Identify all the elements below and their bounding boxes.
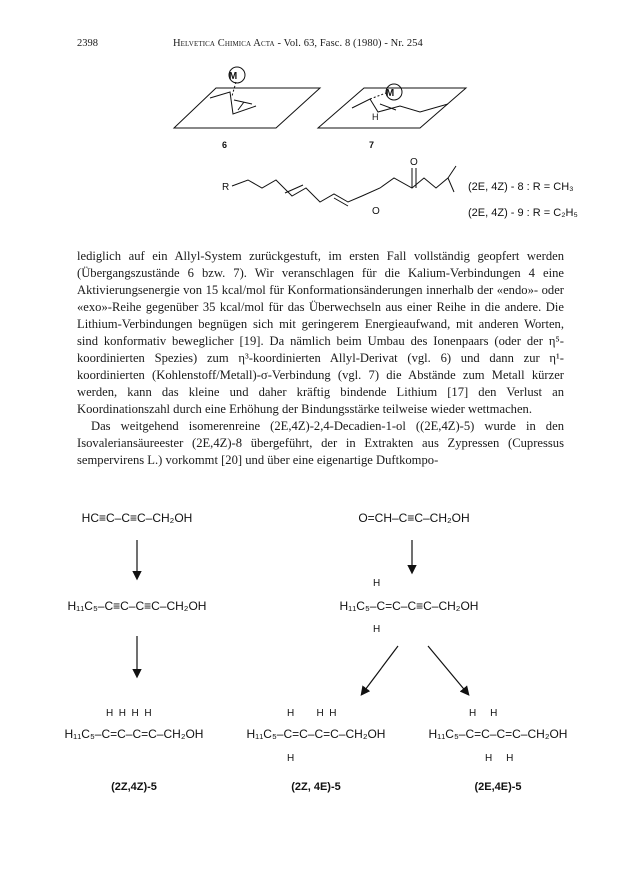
product-1-formula: H₁₁C₅–C=C–C=C–CH₂OH — [64, 727, 204, 741]
mid-left-formula: H₁₁C₅–C≡C–C≡C–CH₂OH — [67, 599, 207, 613]
o-ester-label: O — [372, 206, 380, 217]
compound-7-label: 7 — [369, 140, 375, 150]
product-2-label: (2Z, 4E)-5 — [291, 781, 341, 793]
mid-right-top-h: H — [373, 578, 381, 589]
product-3-formula: H₁₁C₅–C=C–C=C–CH₂OH — [428, 727, 568, 741]
product-2-bottom-h: H — [287, 753, 295, 764]
start-right-formula: O=CH–C≡C–CH₂OH — [358, 511, 470, 525]
arrow-right-down-right — [428, 646, 468, 694]
product-3-label: (2E,4E)-5 — [474, 781, 522, 793]
metal-label-6: M — [228, 71, 238, 82]
page-number: 2398 — [77, 38, 98, 49]
ester-8-label: (2E, 4Z) - 8 : R = CH₃ — [468, 181, 574, 193]
product-3-bottom-h: H H — [485, 753, 514, 764]
paragraph-2: Das weitgehend isomerenreine (2E,4Z)-2,4-Decadien-1-ol ((2E,4Z)-5) wurde in den Isovaleriansäureester (2E,4Z)-8 übergeführt, der in Extrakten aus Zypressen (Cupressus sempervirens L.) vorkommt [20] und über eine eigenartige Duftkompo- — [77, 419, 564, 467]
product-2-formula: H₁₁C₅–C=C–C=C–CH₂OH — [246, 727, 386, 741]
paragraph-1: lediglich auf ein Allyl-System zurückgestuft, im ersten Fall vollständig geopfert werden (Übergangszustände 6 bzw. 7). Wir veranschlagen für die Kalium-Verbindungen 4 eine Aktivierungsenergie von 15 kcal/mol für Konformationsänderungen innerhalb der «endo»- oder «exo»-Reihe gegenüber 35 kcal/mol für das Überwechseln aus einer Reihe in die andere. Die Lithium-Verbindungen begnügen sich mit geringerem Energieaufwand, mit anderen Worten, sind konformativ beweglicher [19]. Da nämlich beim Umbau des Ionenpaars (oder der η⁵-koordinierten Spezies) zum η³-koordinierten Allyl-Derivat (vgl. 6) und dann zur η¹-koordinierten (Kohlenstoff/Metall)-σ-Verbindung (vgl. 7) die Abstände zum Metall kürzer werden, kann das kleine und daher kräftig bindende Lithium [17] den Verlust an Koordinationszahl durch eine Erhöhung der Bindungsstärke teilweise wieder wettmachen. — [77, 249, 564, 416]
mid-right-bottom-h: H — [373, 624, 381, 635]
metal-label-7: M — [385, 88, 395, 99]
product-1-label: (2Z,4Z)-5 — [111, 781, 157, 793]
compound-6-label: 6 — [222, 140, 228, 150]
product-3-top-h: H H — [469, 708, 498, 719]
h-label-7: H — [372, 112, 379, 122]
mid-right-formula: H₁₁C₅–C=C–C≡C–CH₂OH — [339, 599, 479, 613]
arrow-right-down-left — [362, 646, 398, 694]
journal-name: Helvetica Chimica Acta — [173, 38, 275, 49]
product-1-top-h: H H H H — [106, 708, 152, 719]
ester-9-label: (2E, 4Z) - 9 : R = C₂H₅ — [468, 207, 578, 219]
start-left-formula: HC≡C–C≡C–CH₂OH — [81, 511, 193, 525]
product-2-top-h: H H H — [287, 708, 337, 719]
volume-info: - Vol. 63, Fasc. 8 (1980) - Nr. 254 — [274, 38, 423, 49]
r-label: R — [222, 182, 230, 193]
carbonyl-o-label: O — [410, 157, 418, 168]
